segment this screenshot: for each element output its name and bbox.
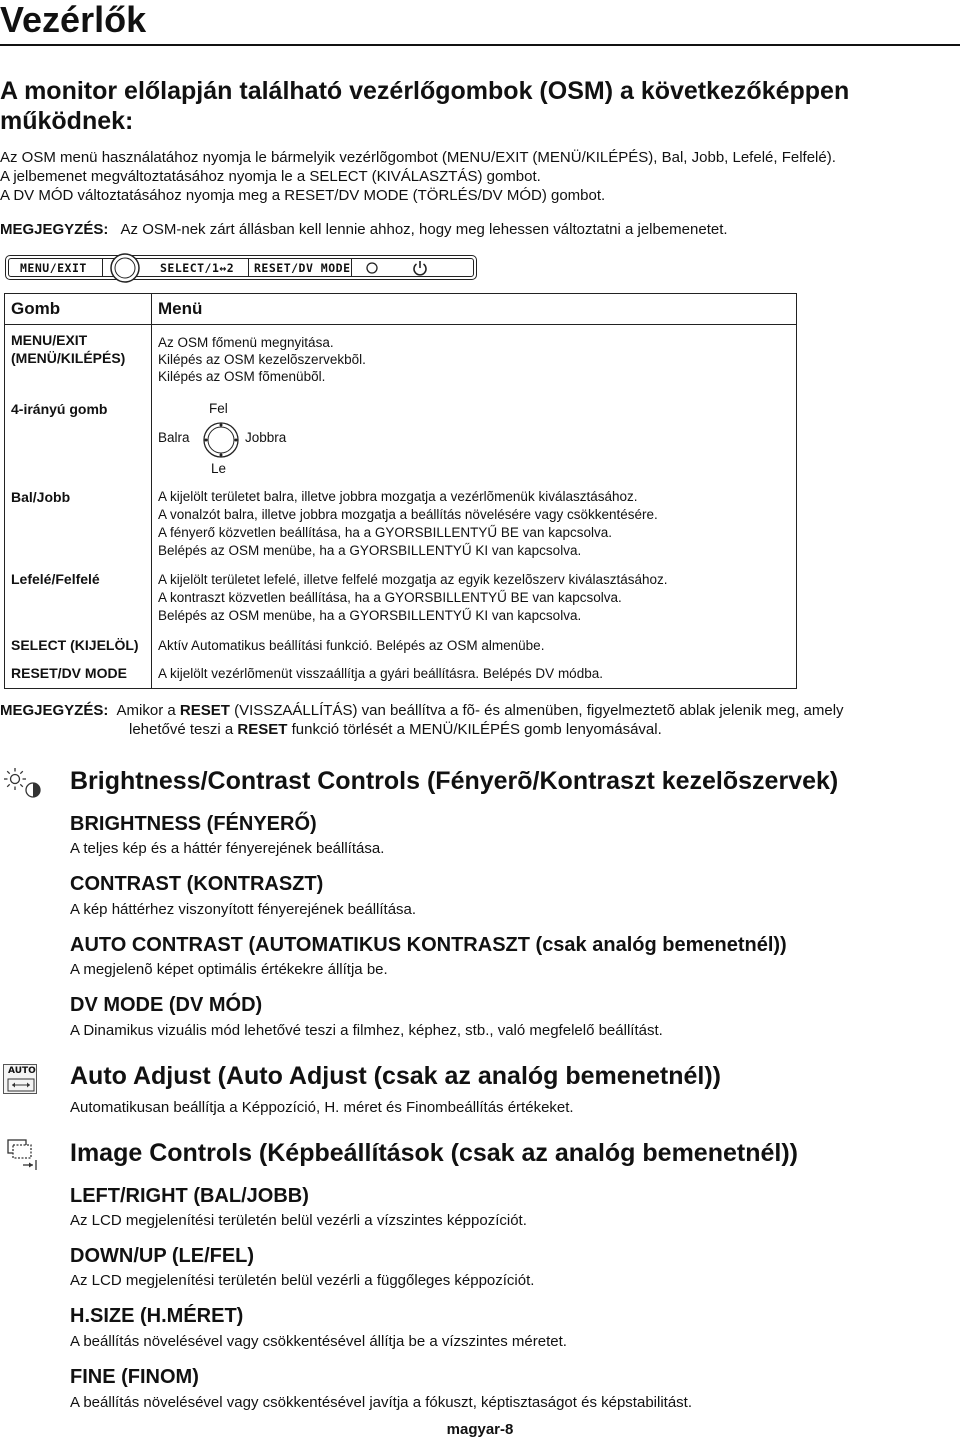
menu-exit-button[interactable]: MENU/EXIT	[20, 261, 87, 275]
section-title-brightness: Brightness/Contrast Controls (Fényerõ/Kontraszt kezelõszervek)	[70, 767, 839, 795]
table-row-key: Bal/Jobb	[11, 489, 71, 505]
four-way-button-icon[interactable]	[106, 250, 144, 286]
table-row-value: A kijelölt területet balra, illetve jobbra mozgatja a vezérlõmenük kiválasztásához.	[158, 489, 638, 504]
subsection-title: LEFT/RIGHT (BAL/JOBB)	[70, 1185, 309, 1207]
direction-down-label: Le	[211, 461, 227, 476]
subsection-text: A beállítás növelésével vagy csökkentésével javítja a fókuszt, képtisztaságot és képstabilitást.	[70, 1394, 693, 1411]
section-title-auto-adjust: Auto Adjust (Auto Adjust (csak az analóg bemenetnél))	[70, 1062, 721, 1090]
direction-left-label: Balra	[158, 430, 190, 445]
subsection-text: A megjelenõ képet optimális értékekre állítja be.	[70, 961, 388, 978]
table-row-value: A kontraszt közvetlen beállítása, ha a GYORSBILLENTYŰ BE van kapcsolva.	[158, 590, 622, 605]
direction-up-label: Fel	[209, 401, 228, 416]
intro-heading: A monitor előlapján található vezérlőgombok (OSM) a következőképpen működnek:	[0, 77, 850, 135]
section-title-image-controls: Image Controls (Képbeállítások (csak az analóg bemenetnél))	[70, 1139, 798, 1167]
subsection-text: Az LCD megjelenítési területén belül vezérli a vízszintes képpozíciót.	[70, 1212, 527, 1229]
table-row-value: Kilépés az OSM kezelõszervekbõl.	[158, 352, 366, 367]
auto-adjust-icon	[3, 1064, 37, 1094]
indicator-led-icon	[365, 261, 379, 275]
subsection-title: FINE (FINOM)	[70, 1366, 199, 1388]
note-label: MEGJEGYZÉS:	[0, 702, 109, 719]
table-row-value: Kilépés az OSM fõmenübõl.	[158, 369, 326, 384]
direction-right-label: Jobbra	[245, 430, 287, 445]
select-button[interactable]: SELECT/1↔2	[160, 261, 235, 275]
note-text: Amikor a	[116, 702, 180, 719]
table-row-key: Lefelé/Felfelé	[11, 571, 100, 587]
subsection-title: BRIGHTNESS (FÉNYERŐ)	[70, 813, 317, 835]
table-row-value: A vonalzót balra, illetve jobbra mozgatja a beállítás növelésére vagy csökkentésére.	[158, 507, 658, 522]
note-label: MEGJEGYZÉS:	[0, 221, 109, 238]
intro-line: A jelbemenet megváltoztatásához nyomja le a SELECT (KIVÁLASZTÁS) gombot.	[0, 168, 541, 185]
brightness-contrast-icon	[3, 767, 43, 799]
page-title: Vezérlők	[0, 0, 147, 40]
subsection-title: DOWN/UP (LE/FEL)	[70, 1245, 255, 1267]
power-button-icon[interactable]	[411, 259, 429, 277]
image-controls-icon	[3, 1138, 43, 1172]
table-row-key: MENU/EXIT	[11, 332, 88, 348]
note-2	[0, 701, 844, 721]
note-1	[0, 220, 728, 240]
table-row-value: Belépés az OSM menübe, ha a GYORSBILLENTYŰ KI van kapcsolva.	[158, 608, 582, 623]
subsection-text: Automatikusan beállítja a Képpozíció, H. méret és Finombeállítás értékeket.	[70, 1099, 574, 1116]
intro-line: Az OSM menü használatához nyomja le bármelyik vezérlõgombot (MENU/EXIT (MENÜ/KILÉPÉS), Bal, Jobb, Lefelé, Felfelé).	[0, 149, 836, 166]
four-way-button-icon	[201, 420, 241, 460]
button-table	[4, 293, 797, 689]
subsection-title: AUTO CONTRAST (AUTOMATIKUS KONTRASZT (csak analóg bemenetnél))	[70, 934, 787, 956]
subsection-title: CONTRAST (KONTRASZT)	[70, 873, 324, 895]
table-row-value: A kijelölt területet lefelé, illetve felfelé mozgatja az egyik kezelõszerv kiválasztásához.	[158, 572, 668, 587]
subsection-text: Az LCD megjelenítési területén belül vezérli a függőleges képpozíciót.	[70, 1272, 535, 1289]
table-row-value: Az OSM főmenü megnyitása.	[158, 335, 334, 350]
control-bar	[5, 255, 477, 280]
table-row-value: A kijelölt vezérlõmenüt visszaállítja a gyári beállításra. Belépés DV módba.	[158, 666, 603, 681]
reset-dv-mode-button[interactable]: RESET/DV MODE	[254, 261, 351, 275]
table-row-key: (MENÜ/KILÉPÉS)	[11, 350, 126, 366]
note-emphasis: RESET	[179, 702, 230, 719]
intro-line: A DV MÓD változtatásához nyomja meg a RESET/DV MODE (TÖRLÉS/DV MÓD) gombot.	[0, 187, 606, 204]
subsection-text: A Dinamikus vizuális mód lehetővé teszi a filmhez, képhez, stb., való megfelelő beállítást.	[70, 1022, 663, 1039]
note-text: funkció törlését a MENÜ/KILÉPÉS gomb lenyomásával.	[287, 721, 662, 738]
subsection-text: A kép háttérhez viszonyított fényerejének beállítása.	[70, 901, 417, 918]
title-rule	[0, 44, 960, 46]
table-row-key: SELECT (KIJELÖL)	[11, 637, 139, 653]
page-footer: magyar-8	[446, 1421, 514, 1438]
subsection-text: A beállítás növelésével vagy csökkentésével állítja be a vízszintes méretet.	[70, 1333, 567, 1350]
table-row-key: 4-irányú gomb	[11, 401, 108, 417]
table-row-value: A fényerő közvetlen beállítása, ha a GYORSBILLENTYŰ BE van kapcsolva.	[158, 525, 612, 540]
note-text: lehetővé teszi a	[129, 721, 238, 738]
table-header-value: Menü	[158, 299, 203, 318]
subsection-title: H.SIZE (H.MÉRET)	[70, 1305, 244, 1327]
table-row-key: RESET/DV MODE	[11, 665, 127, 681]
note-2-continued	[129, 720, 662, 740]
subsection-title: DV MODE (DV MÓD)	[70, 994, 263, 1016]
auto-label: AUTO	[8, 1066, 36, 1076]
table-header-key: Gomb	[11, 299, 61, 318]
note-text: Az OSM-nek zárt állásban kell lennie ahhoz, hogy meg lehessen változtatni a jelbemenetet.	[120, 221, 728, 238]
table-row-value: Belépés az OSM menübe, ha a GYORSBILLENTYŰ KI van kapcsolva.	[158, 543, 582, 558]
table-row-value: Aktív Automatikus beállítási funkció. Belépés az OSM almenübe.	[158, 638, 545, 653]
note-text: (VISSZAÁLLÍTÁS) van beállítva a fõ- és almenüben, figyelmeztetõ ablak jelenik meg, amely	[229, 702, 844, 719]
note-emphasis: RESET	[237, 721, 288, 738]
subsection-text: A teljes kép és a háttér fényerejének beállítása.	[70, 840, 385, 857]
